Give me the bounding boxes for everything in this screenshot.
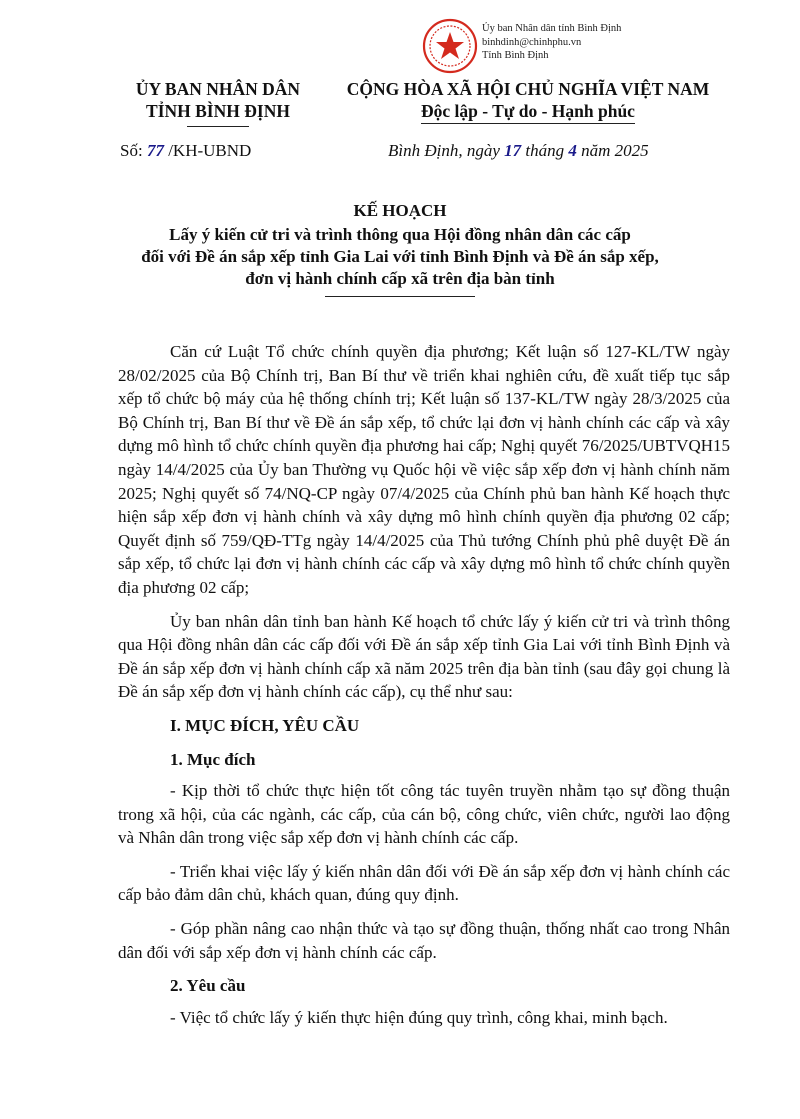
digital-signature-seal-icon — [422, 18, 478, 74]
purpose-item: - Góp phần nâng cao nhận thức và tạo sự đồng thuận, thống nhất cao trong Nhân dân đối với sắp xếp đơn vị hành chính các cấp. — [118, 919, 730, 962]
document-title — [100, 200, 700, 297]
place-date — [388, 141, 649, 161]
section-heading: I. MỤC ĐÍCH, YÊU CẦU — [170, 715, 360, 735]
issuing-authority — [118, 78, 318, 127]
document-number — [120, 141, 251, 161]
national-motto: Độc lập - Tự do - Hạnh phúc — [421, 100, 635, 124]
divider — [187, 126, 249, 127]
document-body — [118, 340, 730, 1039]
subsection-heading: 2. Yêu cầu — [170, 976, 246, 996]
doc-number-value: 77 — [146, 141, 164, 160]
month-label: tháng — [521, 141, 569, 160]
title-line-3: đơn vị hành chính cấp xã trên địa bàn tỉnh — [245, 269, 555, 288]
doc-number-prefix: Số: — [120, 141, 147, 160]
digital-signature-text — [482, 22, 621, 63]
authority-line-2: TỈNH BÌNH ĐỊNH — [146, 101, 290, 121]
date-day: 17 — [504, 141, 522, 160]
date-month: 4 — [568, 141, 577, 160]
title-line-1: Lấy ý kiến cử tri và trình thông qua Hội đồng nhân dân các cấp — [169, 225, 631, 244]
subsection-heading: 1. Mục đích — [170, 749, 256, 769]
requirement-item: - Việc tổ chức lấy ý kiến thực hiện đúng quy trình, công khai, minh bạch. — [170, 1007, 668, 1027]
national-name: CỘNG HÒA XÃ HỘI CHỦ NGHĨA VIỆT NAM — [346, 79, 710, 99]
legal-basis-paragraph: Căn cứ Luật Tổ chức chính quyền địa phương; Kết luận số 127-KL/TW ngày 28/02/2025 của Bộ Chính trị, Ban Bí thư về triển khai nghiên cứu, đề xuất tiếp tục sắp xếp tổ chức bộ máy của hệ thống chính trị; Kết luận số 137-KL/TW ngày 28/3/2025 của Bộ Chính trị, Ban Bí thư về Đề án sắp xếp, tổ chức lại đơn vị hành chính các cấp và xây dựng mô hình tổ chức chính quyền địa phương hai cấp; Nghị quyết 76/2025/UBTVQH15 ngày 14/4/2025 của Ủy ban Thường vụ Quốc hội về việc sắp xếp đơn vị hành chính năm 2025; Nghị quyết số 74/NQ-CP ngày 07/4/2025 của Chính phủ ban hành Kế hoạch thực hiện sắp xếp đơn vị hành chính và xây dựng mô hình chính quyền địa phương 02 cấp; Quyết định số 759/QĐ-TTg ngày 14/4/2025 của Thủ tướng Chính phủ phê duyệt Đề án sắp xếp, tổ chức lại đơn vị hành chính các cấp và xây dựng mô hình tổ chức chính quyền địa phương 02 cấp; — [118, 342, 730, 597]
intro-paragraph: Ủy ban nhân dân tỉnh ban hành Kế hoạch tổ chức lấy ý kiến cử tri và trình thông qua Hội đồng nhân dân các cấp đối với Đề án sắp xếp tỉnh Gia Lai với tỉnh Bình Định và Đề án sắp xếp đơn vị hành chính cấp xã năm 2025 trên địa bàn tỉnh (sau đây gọi chung là Đề án sắp xếp đơn vị hành chính các cấp), cụ thể như sau: — [118, 611, 730, 702]
signature-line: binhdinh@chinhphu.vn — [482, 36, 582, 48]
purpose-item: - Kịp thời tổ chức thực hiện tốt công tác tuyên truyền nhằm tạo sự đồng thuận trong xã hội, của các ngành, các cấp, của cán bộ, công chức, viên chức, người lao động và Nhân dân trong việc sắp xếp đơn vị hành chính các cấp. — [118, 781, 730, 848]
signature-line: Tỉnh Bình Định — [482, 50, 549, 61]
title-line-2: đối với Đề án sắp xếp tỉnh Gia Lai với tỉnh Bình Định và Đề án sắp xếp, — [141, 247, 659, 266]
doc-number-suffix: /KH-UBND — [163, 141, 252, 160]
title-main: KẾ HOẠCH — [353, 201, 447, 220]
year-label: năm 2025 — [576, 141, 649, 160]
national-heading — [318, 78, 738, 124]
place-prefix: Bình Định, ngày — [388, 141, 505, 160]
title-divider — [325, 296, 475, 297]
signature-line: Ủy ban Nhân dân tỉnh Bình Định — [482, 23, 622, 34]
purpose-item: - Triển khai việc lấy ý kiến nhân dân đối với Đề án sắp xếp đơn vị hành chính các cấp bảo đảm dân chủ, khách quan, đúng quy định. — [118, 861, 730, 905]
authority-line-1: ỦY BAN NHÂN DÂN — [135, 79, 301, 99]
